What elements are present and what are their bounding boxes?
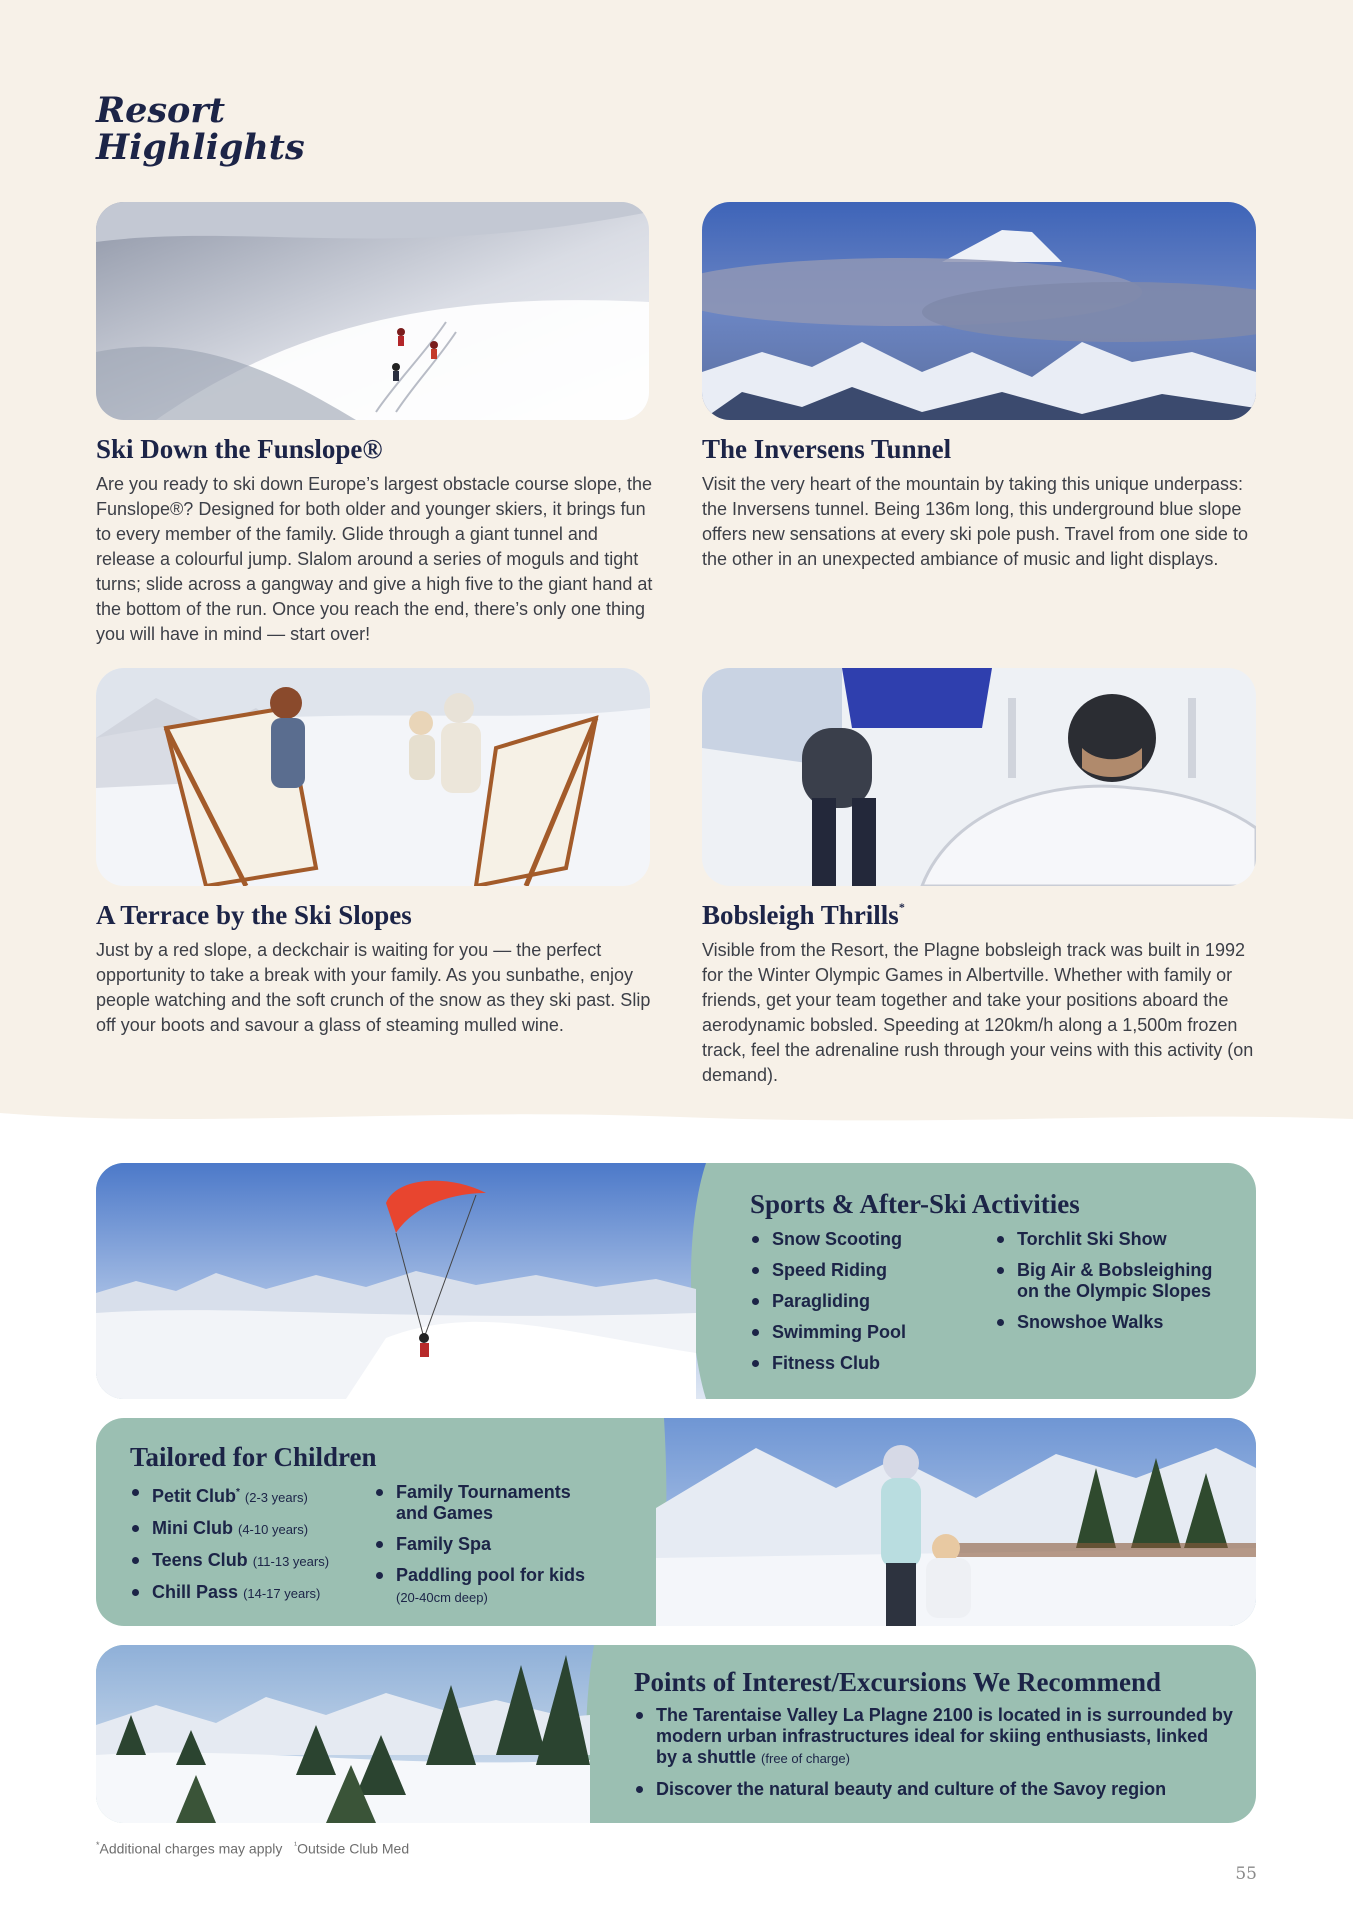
card-title-bobsleigh-text: Bobsleigh Thrills (702, 900, 899, 930)
card-text-terrace: Just by a red slope, a deckchair is waiting for you — the perfect opportunity to take a break with your family. As you sunbathe, enjoy people watching and the soft crunch of the snow as they ski past. Slip off your boots and savour a glass of steaming mulled wine. (96, 940, 651, 1035)
wave-divider (0, 1101, 1353, 1141)
page-title-line1: Resort (96, 90, 226, 131)
list-item: Family Tournaments and Games (374, 1482, 604, 1524)
card-title-bobsleigh (702, 900, 905, 931)
poi-band (96, 1645, 1256, 1823)
paragliding-photo (96, 1163, 706, 1399)
card-text-inversens: Visit the very heart of the mountain by taking this unique underpass: the Inversens tunnel. Being 136m long, this underground blue slope offers new sensations at every ski pole push. Travel from one side to the other in an unexpected ambiance of music and light displays. (702, 474, 1248, 569)
list-item: Discover the natural beauty and culture of the Savoy region (634, 1779, 1234, 1800)
footnote-b: Outside Club Med (297, 1840, 410, 1857)
poi-title: Points of Interest/Excursions We Recommend (634, 1667, 1161, 1697)
list-item: The Tarentaise Valley La Plagne 2100 is located in is surrounded by modern urban infrastructures ideal for skiing enthusiasts, linked by a shuttle (free of charge) (634, 1705, 1234, 1769)
list-item: Chill Pass (14-17 years) (130, 1582, 370, 1604)
footnote-a: Additional charges may apply (99, 1840, 283, 1857)
bobsleigh-photo (702, 668, 1256, 886)
list-item: Big Air & Bobsleighing on the Olympic Slopes (995, 1260, 1235, 1302)
sports-band (96, 1163, 1256, 1399)
sports-title: Sports & After-Ski Activities (750, 1189, 1080, 1219)
card-title-inversens: The Inversens Tunnel (702, 434, 952, 464)
footnote: *Additional charges may apply $^{^1}$Outside Club Med (96, 1840, 410, 1857)
sports-list-col2 (995, 1229, 1235, 1343)
card-title-bobsleigh-sup: * (898, 900, 905, 914)
page-title (96, 92, 396, 166)
list-item: Paragliding (750, 1291, 980, 1312)
list-item: Teens Club (11-13 years) (130, 1550, 370, 1572)
list-item: Swimming Pool (750, 1322, 980, 1343)
list-item: Paddling pool for kids (20-40cm deep) (374, 1565, 604, 1608)
funslope-photo (96, 202, 649, 420)
card-title-funslope: Ski Down the Funslope® (96, 434, 383, 464)
mountain-photo (702, 202, 1256, 420)
children-band (96, 1418, 1256, 1626)
list-item: Petit Club* (2-3 years) (130, 1482, 370, 1508)
page-number: 55 (1235, 1864, 1257, 1884)
list-item: Snow Scooting (750, 1229, 980, 1250)
page-title-line2: Highlights (96, 127, 305, 168)
list-item: Mini Club (4-10 years) (130, 1518, 370, 1540)
card-text-bobsleigh: Visible from the Resort, the Plagne bobsleigh track was built in 1992 for the Winter Olympic Games in Albertville. Whether with family or friends, get your team together and take your positions aboard the aerodynamic bobsled. Speeding at 120km/h along a 1,500m frozen track, feel the adrenaline rush through your veins with this activity (on demand). (702, 940, 1254, 1085)
card-title-terrace: A Terrace by the Ski Slopes (96, 900, 412, 930)
list-item: Fitness Club (750, 1353, 980, 1374)
forest-photo (96, 1645, 606, 1823)
sports-list-col1 (750, 1229, 980, 1384)
list-item: Snowshoe Walks (995, 1312, 1235, 1333)
card-text-funslope: Are you ready to ski down Europe’s largest obstacle course slope, the Funslope®? Designed for both older and younger skiers, it brings fun to every member of the family. Glide through a giant tunnel and release a colourful jump. Slalom around a series of moguls and tight turns; slide across a gangway and give a high five to the giant hand at the bottom of the run. Once you reach the end, there’s only one thing you will have in mind — start over! (96, 474, 653, 644)
children-photo (656, 1418, 1256, 1626)
children-title: Tailored for Children (130, 1442, 377, 1472)
list-item: Speed Riding (750, 1260, 980, 1281)
list-item: Torchlit Ski Show (995, 1229, 1235, 1250)
terrace-photo (96, 668, 650, 886)
children-extras-list (374, 1482, 604, 1618)
children-clubs-list (130, 1482, 370, 1614)
list-item: Family Spa (374, 1534, 604, 1555)
poi-list (634, 1705, 1234, 1810)
